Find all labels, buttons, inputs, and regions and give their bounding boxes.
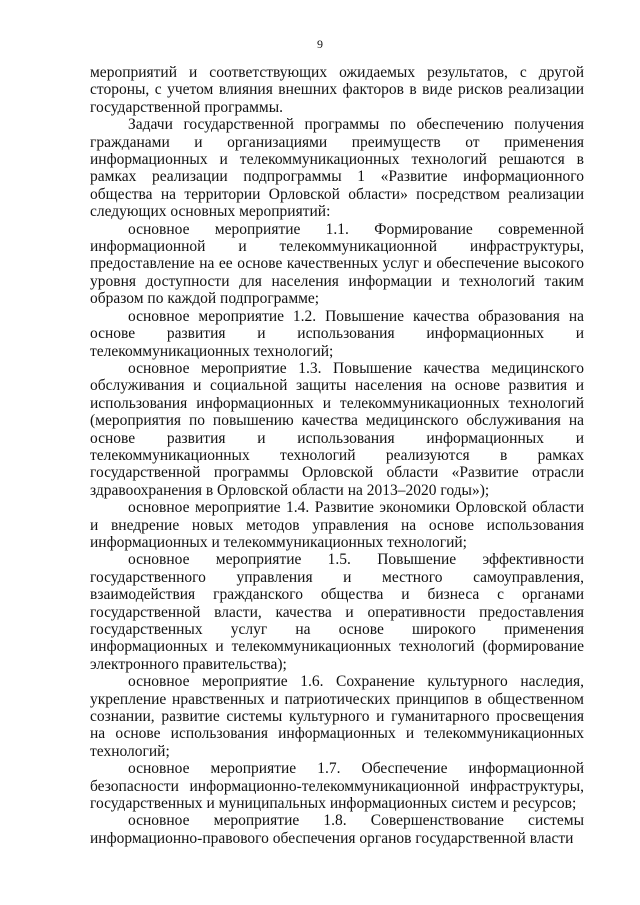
paragraph-measure-1-2: основное мероприятие 1.2. Повышение качества образования на основе развития и использования информационных и телекоммуникационных технологий;: [90, 307, 584, 360]
paragraph-measure-1-3: основное мероприятие 1.3. Повышение качества медицинского обслуживания и социальной защиты населения на основе развития и использования информационных и телекоммуникационных технологий (мероприятия по повышению качества медицинского обслуживания на основе развития и использования информационных и телекоммуникационных технологий реализуются в рамках государственной программы Орловской области «Развитие отрасли здравоохранения в Орловской области на 2013–2020 годы»);: [90, 359, 584, 499]
page-number: 9: [317, 37, 323, 51]
paragraph-continuation: мероприятий и соответствующих ожидаемых результатов, с другой стороны, с учетом влияния внешних факторов в виде рисков реализации государственной программы.: [90, 64, 584, 116]
paragraph-measure-1-6: основное мероприятие 1.6. Сохранение культурного наследия, укрепление нравственных и патриотических принципов в общественном сознании, развитие системы культурного и гуманитарного просвещения на основе использования информационных и телекоммуникационных технологий;: [90, 673, 584, 760]
paragraph-measure-1-5: основное мероприятие 1.5. Повышение эффективности государственного управления и местного самоуправления, взаимодействия гражданского общества и бизнеса с органами государственной власти, качества и оперативности предоставления государственных услуг на основе широкого применения информационных и телекоммуникационных технологий (формирование электронного правительства);: [90, 551, 584, 673]
paragraph-measure-1-4: основное мероприятие 1.4. Развитие экономики Орловской области и внедрение новых методов управления на основе использования информационных и телекоммуникационных технологий;: [90, 499, 584, 551]
document-body: [90, 64, 584, 847]
paragraph-measure-1-1: основное мероприятие 1.1. Формирование современной информационной и телекоммуникационной инфраструктуры, предоставление на ее основе качественных услуг и обеспечение высокого уровня доступности для населения информации и технологий таким образом по каждой подпрограмме;: [90, 220, 584, 308]
paragraph-measure-1-7: основное мероприятие 1.7. Обеспечение информационной безопасности информационно-телекоммуникационной инфраструктуры, государственных и муниципальных информационных систем и ресурсов;: [90, 760, 584, 813]
paragraph-tasks-intro: Задачи государственной программы по обеспечению получения гражданами и организациями преимуществ от применения информационных и телекоммуникационных технологий решаются в рамках реализации подпрограммы 1 «Развитие информационного общества на территории Орловской области» посредством реализации следующих основных мероприятий:: [90, 116, 584, 221]
paragraph-measure-1-8: основное мероприятие 1.8. Совершенствование системы информационно-правового обеспечения органов государственной власти: [90, 812, 584, 847]
